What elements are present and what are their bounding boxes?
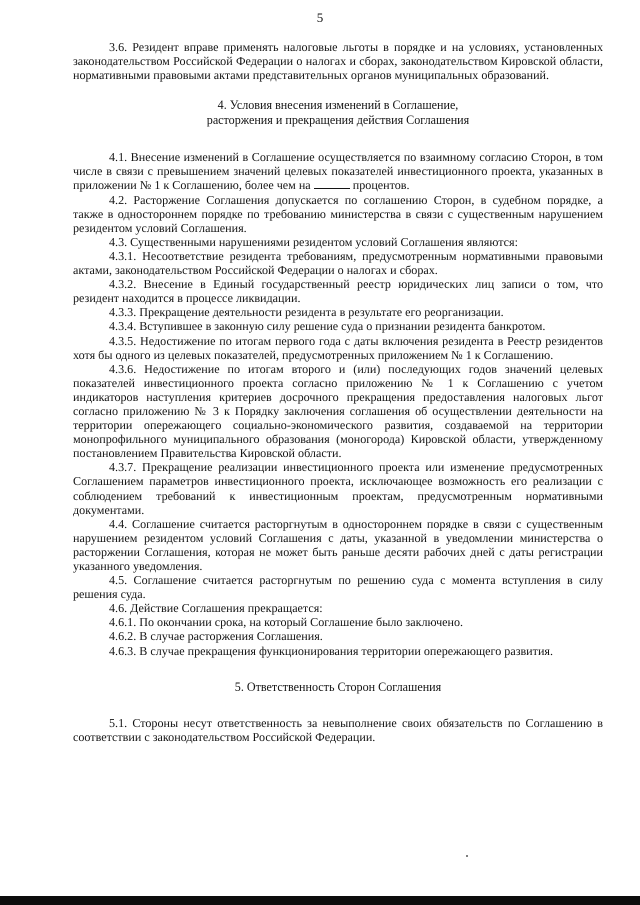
scan-bottom-edge xyxy=(0,896,640,905)
paragraph-4-3-7: 4.3.7. Прекращение реализации инвестиционного проекта или изменение предусмотренных Соглашением параметров инвестиционного проекта, исключающее возможность его реализации с соблюдением требований к инвестиционным проектам, предусмотренным нормативными документами. xyxy=(73,460,603,517)
section-5-heading: 5. Ответственность Сторон Соглашения xyxy=(234,679,442,694)
paragraph-4-3: 4.3. Существенными нарушениями резидентом условий Соглашения являются: xyxy=(109,234,518,249)
paragraph-4-6-2: 4.6.2. В случае расторжения Соглашения. xyxy=(109,629,323,644)
paragraph-4-5: 4.5. Соглашение считается расторгнутым по решению суда с момента вступления в силу решения суда. xyxy=(73,573,603,602)
paragraph-4-3-3: 4.3.3. Прекращение деятельности резидента в результате его реорганизации. xyxy=(109,305,504,320)
document-body xyxy=(73,40,603,744)
paragraph-4-1-tail: процентов. xyxy=(352,178,410,193)
scan-speck xyxy=(466,855,468,857)
paragraph-4-6: 4.6. Действие Соглашения прекращается: xyxy=(109,601,323,616)
paragraph-4-3-4: 4.3.4. Вступившее в законную силу решение суда о признании резидента банкротом. xyxy=(109,319,546,334)
paragraph-4-4: 4.4. Соглашение считается расторгнутым в одностороннем порядке в связи с существенным нарушением резидентом условий Соглашения с даты, указанной в уведомлении министерства о расторжении Соглашения, которая не может быть раньше десяти рабочих дней с даты регистрации указанного уведомления. xyxy=(73,516,603,573)
paragraph-4-1-text: 4.1. Внесение изменений в Соглашение осуществляется по взаимному согласию Сторон, в том числе в связи с превышением значений целевых показателей инвестиционного проекта, указанных в приложении № 1 к Соглашению, более чем на xyxy=(73,150,603,193)
section-4-title-line-1: 4. Условия внесения изменений в Соглашение, xyxy=(217,98,459,113)
paragraph-4-6-1: 4.6.1. По окончании срока, на который Соглашение было заключено. xyxy=(109,615,464,630)
paragraph-4-3-6: 4.3.6. Недостижение по итогам второго и (или) последующих годов значений целевых показателей инвестиционного проекта согласно приложению № 1 к Соглашению с учетом индикаторов наступления критериев досрочного прекращения предоставления налоговых льгот согласно приложению № 3 к Порядку заключения соглашения об осуществлении деятельности на территории опережающего социально-экономического развития, создаваемой на территории монопрофильного муниципального образования (моногорода) Кировской области, утвержденному постановлением Правительства Кировской области. xyxy=(73,361,603,461)
paragraph-4-2: 4.2. Расторжение Соглашения допускается по соглашению Сторон, в судебном порядке, а также в одностороннем порядке по требованию министерства в связи с существенным нарушением резидентом условий Соглашения. xyxy=(73,192,603,235)
paragraph-3-6: 3.6. Резидент вправе применять налоговые льготы в порядке и на условиях, установленных законодательством Российской Федерации о налогах и сборах, законодательством Кировской области, нормативными правовыми актами представительных органов муниципальных образований. xyxy=(73,40,603,83)
paragraph-5-1: 5.1. Стороны несут ответственность за невыполнение своих обязательств по Соглашению в соответствии с законодательством Российской Федерации. xyxy=(73,715,603,744)
paragraph-4-6-3: 4.6.3. В случае прекращения функционирования территории опережающего развития. xyxy=(109,643,554,658)
paragraph-4-3-5: 4.3.5. Недостижение по итогам первого года с даты включения резидента в Реестр резидентов хотя бы одного из целевых показателей, предусмотренных приложением № 1 к Соглашению. xyxy=(73,333,603,362)
percent-blank-line xyxy=(314,178,350,189)
section-4-title-line-2: расторжения и прекращения действия Соглашения xyxy=(206,113,470,128)
paragraph-4-1 xyxy=(73,150,603,192)
paragraph-4-3-2: 4.3.2. Внесение в Единый государственный реестр юридических лиц записи о том, что резидент находится в процессе ликвидации. xyxy=(73,277,603,306)
section-4-heading xyxy=(73,98,603,128)
paragraph-4-3-1: 4.3.1. Несоответствие резидента требованиям, предусмотренным нормативными правовыми актами, законодательством Российской Федерации о налогах и сборах. xyxy=(73,248,603,278)
page-number: 5 xyxy=(316,10,324,25)
